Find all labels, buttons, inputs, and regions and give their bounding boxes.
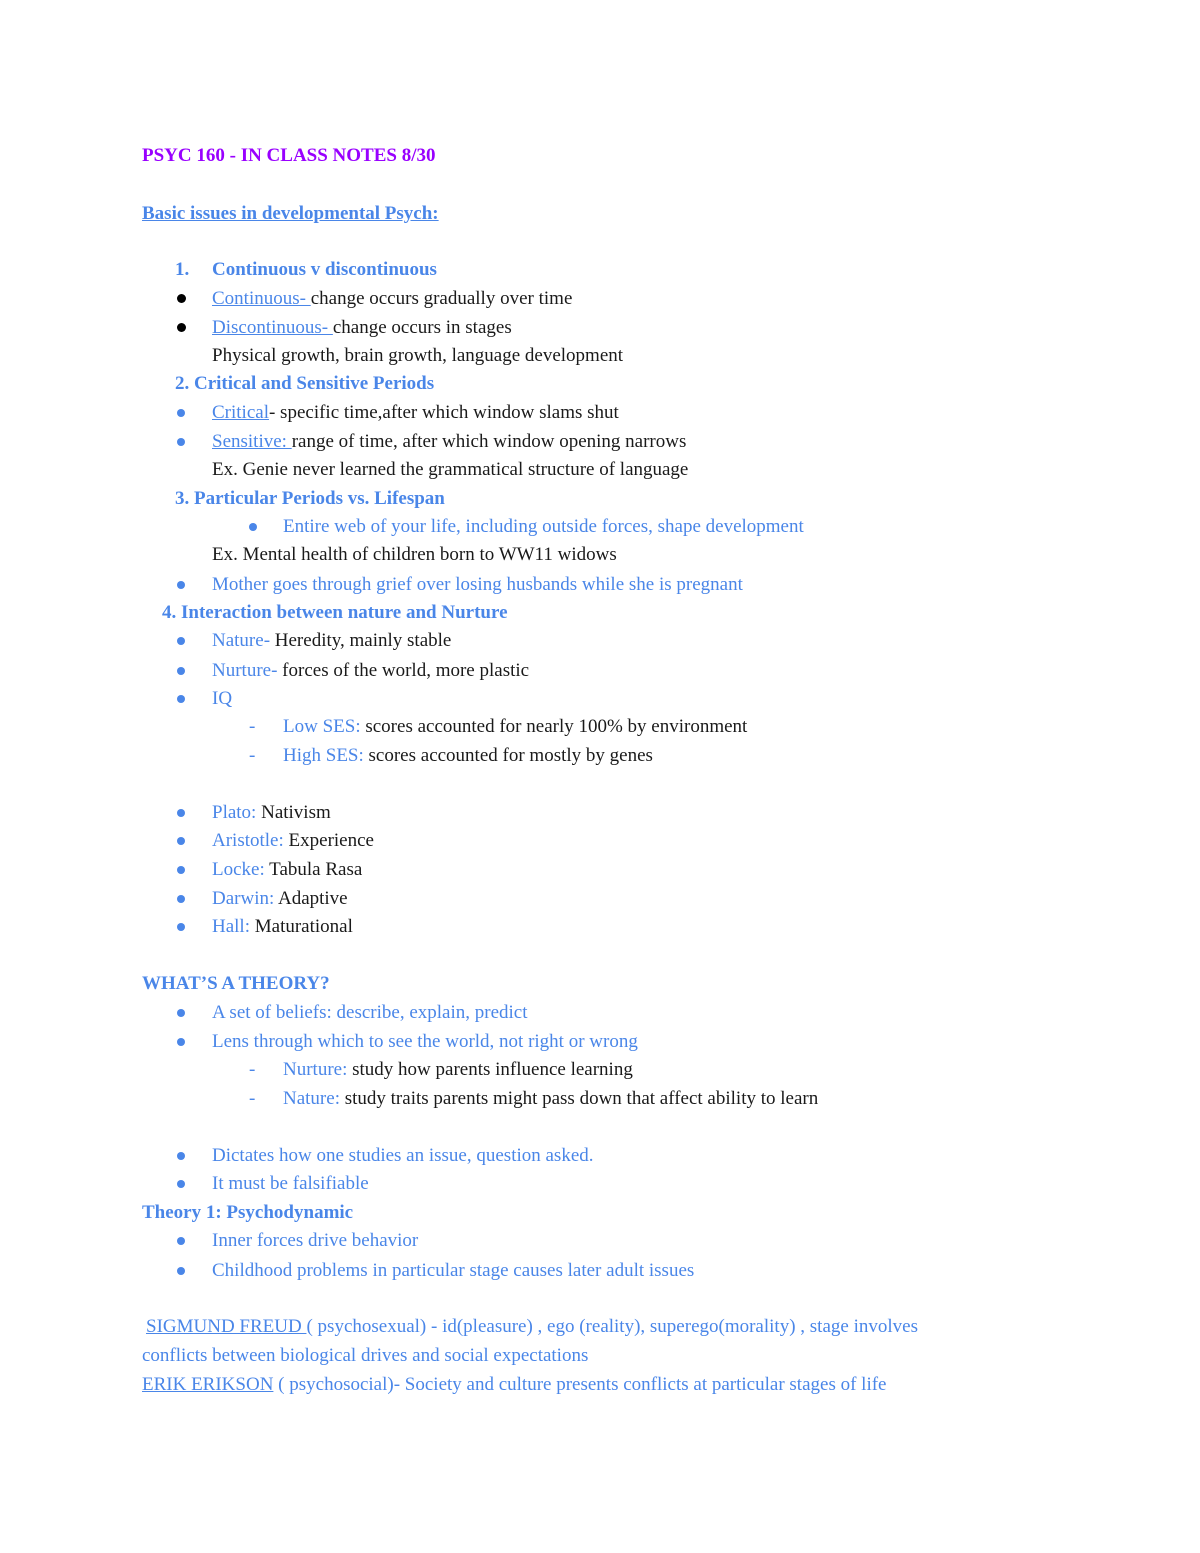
freud-description: ( psychosexual) - id(pleasure) , ego (reality), superego(morality) , stage involves — [306, 1316, 918, 1337]
definition-high-ses: scores accounted for mostly by genes — [368, 745, 653, 766]
definition-sensitive: range of time, after which window opening narrows — [291, 431, 687, 452]
bullet-icon — [177, 809, 185, 817]
philosopher-view: Experience — [288, 830, 374, 851]
philosopher-name: Plato: — [212, 802, 262, 823]
issue-3-point: Mother goes through grief over losing husbands while she is pregnant — [212, 574, 743, 595]
freud-name: SIGMUND FREUD — [146, 1316, 307, 1337]
philosopher-view: Maturational — [254, 916, 353, 937]
bullet-icon — [177, 667, 185, 675]
bullet-icon — [177, 923, 185, 931]
definition-critical: - specific time,after which window slams shut — [268, 402, 619, 423]
theory-1-heading: Theory 1: Psychodynamic — [142, 1202, 354, 1223]
philosopher-view: Tabula Rasa — [269, 859, 363, 880]
theory-point: Lens through which to see the world, not right or wrong — [212, 1031, 638, 1052]
section-heading: Basic issues in developmental Psych: — [142, 203, 439, 224]
term-iq: IQ — [212, 688, 233, 709]
bullet-icon — [177, 895, 185, 903]
bullet-icon — [177, 323, 186, 332]
bullet-icon — [177, 1267, 185, 1275]
issue-2-heading: 2. Critical and Sensitive Periods — [175, 373, 435, 394]
term-continuous: Continuous- — [212, 288, 311, 309]
bullet-icon — [177, 409, 185, 417]
definition-continuous: change occurs gradually over time — [310, 288, 573, 309]
issue-4-heading: 4. Interaction between nature and Nurture — [162, 602, 508, 623]
bullet-icon — [177, 1180, 185, 1188]
philosopher-view: Adaptive — [277, 888, 348, 909]
definition-low-ses: scores accounted for nearly 100% by environment — [365, 716, 748, 737]
term-nature-theory: Nature: — [283, 1088, 345, 1109]
dash-icon: - — [249, 716, 256, 737]
definition-nurture-theory: study how parents influence learning — [352, 1059, 633, 1080]
term-nature: Nature- — [212, 630, 275, 651]
freud-description-continued: conflicts between biological drives and social expectations — [142, 1345, 589, 1366]
bullet-icon — [177, 581, 185, 589]
issue-2-note: Ex. Genie never learned the grammatical structure of language — [212, 459, 689, 480]
issue-3-note: Ex. Mental health of children born to WW11 widows — [212, 544, 617, 565]
bullet-icon — [177, 695, 185, 703]
term-sensitive: Sensitive: — [212, 431, 292, 452]
bullet-icon — [177, 637, 185, 645]
philosopher-name: Hall: — [212, 916, 255, 937]
bullet-icon — [177, 1237, 185, 1245]
issue-3-subpoint: Entire web of your life, including outside forces, shape development — [283, 516, 804, 537]
philosopher-name: Locke: — [212, 859, 270, 880]
erikson-name: ERIK ERIKSON — [142, 1374, 274, 1395]
issue-1-number: 1. — [175, 259, 190, 280]
term-nurture: Nurture- — [212, 660, 283, 681]
erikson-description: ( psychosocial)- Society and culture presents conflicts at particular stages of life — [273, 1374, 887, 1395]
issue-1-note: Physical growth, brain growth, language development — [212, 345, 624, 366]
issue-3-heading: 3. Particular Periods vs. Lifespan — [175, 488, 445, 509]
theory-1-point: Childhood problems in particular stage causes later adult issues — [212, 1260, 695, 1281]
term-low-ses: Low SES: — [283, 716, 366, 737]
philosopher-view: Nativism — [261, 802, 331, 823]
bullet-icon — [249, 523, 257, 531]
theory-1-point: Inner forces drive behavior — [212, 1230, 419, 1251]
term-critical: Critical — [212, 402, 269, 423]
dash-icon: - — [249, 1088, 256, 1109]
definition-nature-theory: study traits parents might pass down that affect ability to learn — [344, 1088, 819, 1109]
definition-nurture: forces of the world, more plastic — [282, 660, 530, 681]
bullet-icon — [177, 1009, 185, 1017]
philosopher-name: Aristotle: — [212, 830, 289, 851]
page-title: PSYC 160 - IN CLASS NOTES 8/30 — [142, 145, 436, 166]
definition-discontinuous: change occurs in stages — [332, 317, 512, 338]
dash-icon: - — [249, 1059, 256, 1080]
theory-point: It must be falsifiable — [212, 1173, 369, 1194]
bullet-icon — [177, 866, 185, 874]
theory-point: Dictates how one studies an issue, question asked. — [212, 1145, 594, 1166]
term-nurture-theory: Nurture: — [283, 1059, 353, 1080]
bullet-icon — [177, 837, 185, 845]
bullet-icon — [177, 294, 186, 303]
bullet-icon — [177, 1038, 185, 1046]
philosopher-name: Darwin: — [212, 888, 278, 909]
bullet-icon — [177, 438, 185, 446]
definition-nature: Heredity, mainly stable — [274, 630, 452, 651]
term-high-ses: High SES: — [283, 745, 369, 766]
issue-1-title: Continuous v discontinuous — [212, 259, 437, 280]
theory-point: A set of beliefs: describe, explain, predict — [212, 1002, 528, 1023]
dash-icon: - — [249, 745, 256, 766]
bullet-icon — [177, 1152, 185, 1160]
theory-heading: WHAT’S A THEORY? — [142, 973, 330, 994]
term-discontinuous: Discontinuous- — [212, 317, 333, 338]
